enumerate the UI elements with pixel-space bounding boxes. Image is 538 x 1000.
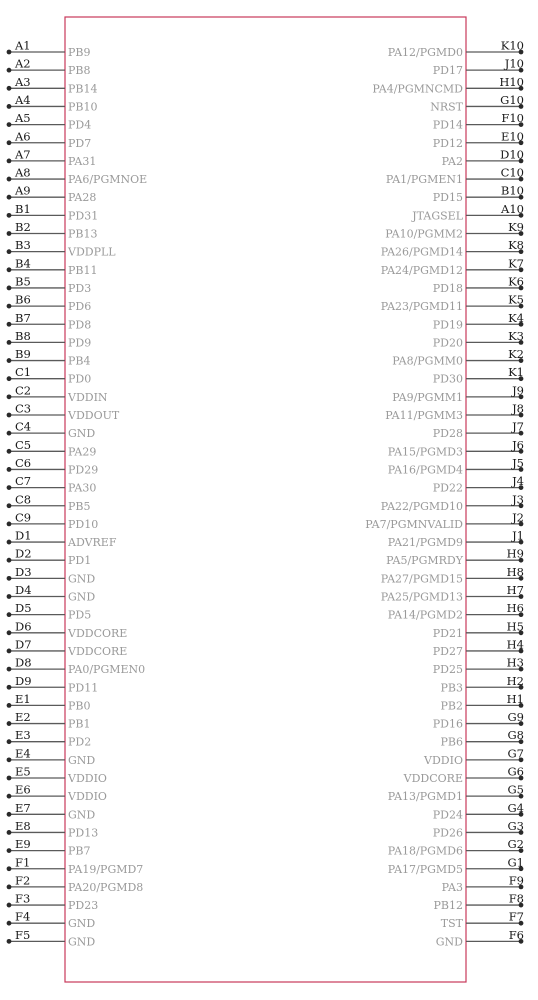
pin-number: H1 [506, 691, 524, 706]
pin-name: PA5/PGMRDY [386, 554, 463, 568]
pin-number: E7 [15, 800, 31, 815]
pin-name: PD27 [432, 644, 463, 658]
pin-endpoint-dot [7, 177, 12, 182]
pin-number: C7 [15, 474, 32, 489]
pin-number: E3 [15, 728, 31, 743]
pin-name: PB14 [68, 82, 98, 96]
pin-endpoint-dot [7, 503, 12, 508]
pin-number: A10 [501, 201, 524, 216]
pin-right-K9 [385, 220, 524, 241]
pin-number: C3 [15, 401, 32, 416]
pin-endpoint-dot [7, 431, 12, 436]
pin-endpoint-dot [7, 522, 12, 527]
pin-number: J8 [512, 401, 524, 416]
pin-number: H8 [506, 564, 524, 579]
pin-number: K10 [500, 38, 524, 53]
pin-name: VDDPLL [68, 245, 116, 259]
pin-number: E10 [500, 129, 524, 144]
pin-number: F5 [15, 927, 31, 942]
pin-endpoint-dot [7, 812, 12, 817]
pin-endpoint-dot [7, 830, 12, 835]
pin-name: VDDIO [68, 790, 107, 804]
pin-number: C5 [15, 437, 32, 452]
pin-name: JTAGSEL [412, 209, 463, 223]
pin-number: D9 [15, 673, 32, 688]
pin-name: ADVREF [68, 536, 117, 550]
pin-name: PD28 [432, 427, 463, 441]
pin-endpoint-dot [7, 358, 12, 363]
pin-endpoint-dot [7, 322, 12, 327]
pin-name: PA3 [441, 880, 463, 894]
pin-name: VDDIO [424, 753, 463, 767]
pin-right-K7 [381, 256, 524, 277]
pin-number: J1 [512, 528, 524, 543]
pin-number: H6 [506, 601, 524, 616]
pin-name: PA20/PGMD8 [68, 880, 144, 894]
pin-name: PA28 [68, 191, 97, 205]
pin-number: H5 [506, 619, 524, 634]
pin-endpoint-dot [7, 413, 12, 418]
pin-number: C6 [15, 455, 32, 470]
pin-right-H9 [386, 547, 524, 568]
pin-endpoint-dot [7, 231, 12, 236]
pin-number: C2 [15, 383, 32, 398]
pin-endpoint-dot [7, 885, 12, 890]
pin-name: PA9/PGMM1 [392, 390, 463, 404]
pin-right-J7 [433, 420, 524, 441]
pin-name: PD23 [68, 899, 99, 913]
pin-name: PB4 [68, 354, 91, 368]
pin-endpoint-dot [7, 540, 12, 545]
pin-name: PD21 [432, 626, 463, 640]
pin-name: PA14/PGMD2 [387, 608, 463, 622]
pin-name: PD20 [432, 336, 463, 350]
pin-name: VDDIO [68, 772, 107, 785]
pin-number: F7 [508, 909, 524, 924]
pin-number: A7 [15, 147, 31, 162]
pin-endpoint-dot [7, 340, 12, 345]
pin-number: D7 [15, 637, 32, 652]
pin-name: PA26/PGMD14 [380, 245, 463, 259]
pin-endpoint-dot [7, 286, 12, 291]
pin-number: D3 [15, 564, 32, 579]
pin-number: D8 [15, 655, 32, 670]
pin-right-J1 [388, 529, 524, 550]
pin-number: E1 [15, 691, 31, 706]
pin-number: J2 [512, 510, 524, 525]
pin-name: PD24 [432, 808, 463, 822]
pin-name: GND [68, 572, 96, 586]
pin-name: PA29 [68, 445, 97, 459]
pin-number: B4 [15, 256, 31, 271]
pin-number: K3 [508, 328, 524, 343]
pin-number: J6 [512, 437, 524, 452]
pin-number: C8 [15, 492, 32, 507]
pin-number: E2 [15, 710, 31, 725]
pin-number: B6 [15, 292, 31, 307]
pin-endpoint-dot [7, 939, 12, 944]
pin-name: PA18/PGMD6 [387, 844, 463, 858]
pin-number: F4 [15, 909, 31, 924]
pin-endpoint-dot [7, 794, 12, 799]
pin-name: PD22 [432, 481, 463, 495]
pin-number: F9 [508, 873, 524, 888]
pin-name: PD17 [432, 64, 463, 78]
pin-endpoint-dot [7, 685, 12, 690]
pin-name: PD13 [68, 826, 99, 840]
pin-number: G6 [507, 764, 524, 779]
pin-endpoint-dot [7, 122, 12, 127]
pin-name: PA1/PGMEN1 [385, 173, 463, 187]
pin-name: PA31 [68, 154, 97, 168]
pin-right-J6 [388, 438, 524, 459]
pin-endpoint-dot [7, 485, 12, 490]
pin-name: PB5 [68, 499, 91, 513]
pin-endpoint-dot [7, 739, 12, 744]
pin-right-H8 [381, 565, 524, 586]
pin-number: E8 [15, 818, 31, 833]
pin-number: J3 [512, 492, 524, 507]
pin-endpoint-dot [7, 903, 12, 908]
pin-endpoint-dot [7, 195, 12, 200]
pin-number: H10 [499, 74, 524, 89]
pin-right-J5 [388, 456, 524, 477]
pin-number: A2 [15, 56, 31, 71]
pin-name: PD12 [432, 136, 463, 150]
pin-name: PD16 [432, 717, 463, 731]
pin-name: GND [68, 808, 96, 822]
pin-name: PD14 [432, 118, 463, 132]
pin-number: B8 [15, 328, 31, 343]
pin-name: PA16/PGMD4 [387, 463, 463, 477]
pin-name: PD18 [432, 281, 463, 295]
pin-number: F1 [15, 855, 31, 870]
pin-name: PA13/PGMD1 [387, 790, 463, 804]
pin-name: VDDIN [68, 390, 108, 404]
pin-number: D2 [15, 546, 32, 561]
pin-number: A1 [15, 38, 31, 53]
pin-number: J5 [512, 455, 524, 470]
pin-number: A8 [15, 165, 31, 180]
pin-endpoint-dot [7, 50, 12, 55]
pin-number: C1 [15, 365, 32, 380]
left-pin-group [7, 39, 148, 949]
pin-name: PD25 [432, 663, 463, 677]
pin-endpoint-dot [7, 558, 12, 563]
pin-number: E5 [15, 764, 31, 779]
pin-number: C10 [500, 165, 524, 180]
pin-number: E9 [15, 837, 31, 852]
pin-number: J9 [512, 383, 524, 398]
pin-number: K9 [508, 220, 524, 234]
pin-name: PB10 [68, 100, 98, 114]
pin-number: D6 [15, 619, 32, 634]
pin-number: H7 [506, 583, 524, 597]
pin-name: PD10 [68, 517, 99, 531]
pin-number: K8 [508, 238, 524, 253]
pin-number: A3 [15, 74, 31, 89]
pin-name: PA10/PGMM2 [385, 227, 463, 241]
pin-name: PA21/PGMD9 [387, 536, 463, 550]
pin-name: PD1 [68, 554, 92, 568]
pin-number: D5 [15, 601, 32, 616]
pin-name: VDDCORE [68, 626, 128, 640]
pin-endpoint-dot [7, 649, 12, 654]
pin-name: PD9 [68, 336, 92, 350]
pin-number: B5 [15, 274, 31, 289]
pin-name: PD29 [68, 463, 99, 477]
pin-right-F6 [436, 928, 524, 949]
pin-number: K5 [508, 292, 524, 307]
pin-endpoint-dot [7, 68, 12, 73]
pin-endpoint-dot [7, 612, 12, 617]
pin-endpoint-dot [7, 776, 12, 781]
pin-name: PD31 [68, 209, 99, 223]
pin-endpoint-dot [7, 304, 12, 309]
pin-name: GND [68, 590, 96, 604]
pin-number: H2 [506, 673, 524, 688]
pin-right-K5 [381, 293, 524, 314]
pin-number: G2 [507, 837, 524, 852]
pin-number: F2 [15, 873, 31, 888]
pin-name: PB13 [68, 227, 98, 241]
pin-right-K8 [381, 238, 524, 259]
pin-name: GND [68, 427, 96, 441]
pin-name: PD26 [432, 826, 463, 840]
pin-left-F5 [7, 928, 96, 949]
pin-number: J7 [512, 419, 524, 434]
pin-name: PB12 [433, 899, 463, 913]
pin-endpoint-dot [7, 376, 12, 381]
pin-number: K4 [508, 310, 524, 325]
pin-right-H6 [388, 601, 524, 622]
pin-name: TST [440, 917, 463, 931]
pin-name: PB9 [68, 46, 91, 59]
pin-number: G8 [507, 728, 524, 743]
pin-number: A6 [15, 129, 31, 144]
pin-right-G1 [388, 855, 524, 876]
pin-right-G6 [403, 765, 524, 786]
pin-number: G4 [507, 800, 524, 815]
pin-number: E4 [15, 746, 31, 761]
pin-number: G9 [507, 710, 524, 725]
pin-name: PD2 [68, 735, 92, 749]
pin-name: GND [435, 935, 463, 949]
pin-number: G5 [507, 782, 524, 797]
pin-number: A9 [15, 183, 31, 198]
pin-right-J3 [381, 492, 524, 513]
pin-name: PB1 [68, 717, 91, 731]
pin-endpoint-dot [7, 104, 12, 109]
pin-name: GND [68, 753, 96, 767]
pin-endpoint-dot [7, 449, 12, 454]
pin-number: D4 [15, 583, 32, 597]
pin-number: E6 [15, 782, 31, 797]
pin-name: PB0 [68, 699, 91, 713]
pin-endpoint-dot [7, 866, 12, 871]
pin-endpoint-dot [7, 594, 12, 599]
pin-name: PD19 [432, 318, 463, 332]
pin-name: PB2 [440, 699, 463, 713]
pin-name: PD0 [68, 372, 92, 386]
pin-number: K2 [508, 347, 524, 362]
pin-right-A10 [411, 202, 524, 223]
pin-name: PA22/PGMD10 [380, 499, 463, 513]
pin-number: F10 [501, 111, 524, 126]
pin-name: VDDCORE [403, 772, 463, 785]
pin-number: B7 [15, 310, 31, 325]
pin-name: PA12/PGMD0 [387, 46, 463, 59]
pin-endpoint-dot [7, 848, 12, 853]
pin-name: PA11/PGMM3 [385, 409, 463, 422]
pin-endpoint-dot [7, 213, 12, 218]
pin-endpoint-dot [7, 467, 12, 472]
pin-name: PA23/PGMD11 [380, 300, 463, 314]
pin-number: G7 [507, 746, 524, 761]
pin-number: C4 [15, 419, 32, 434]
pin-number: D10 [500, 147, 524, 162]
pin-endpoint-dot [7, 86, 12, 91]
pin-name: PB8 [68, 64, 91, 78]
pin-name: PB7 [68, 844, 91, 858]
pin-name: PA6/PGMNOE [68, 173, 148, 187]
pin-name: PD5 [68, 608, 92, 622]
pin-number: K6 [508, 274, 524, 289]
pin-number: D1 [15, 528, 32, 543]
pin-endpoint-dot [7, 630, 12, 635]
pin-name: PA8/PGMM0 [392, 354, 463, 368]
pin-number: A5 [15, 111, 31, 126]
pin-name: PD15 [432, 191, 463, 205]
pin-number: H9 [506, 546, 524, 561]
pin-name: PA15/PGMD3 [387, 445, 463, 459]
pin-name: PD7 [68, 136, 92, 150]
pin-name: PD4 [68, 118, 92, 132]
pin-number: K1 [508, 365, 524, 380]
pin-number: H3 [506, 655, 524, 670]
pin-name: PB11 [68, 263, 98, 277]
pin-right-K2 [392, 347, 524, 368]
pin-endpoint-dot [7, 667, 12, 672]
pin-number: J4 [512, 474, 524, 489]
pin-name: PA17/PGMD5 [387, 862, 463, 876]
pin-name: PD8 [68, 318, 92, 332]
pin-endpoint-dot [7, 159, 12, 164]
pin-right-J2 [365, 510, 524, 531]
pin-number: G10 [500, 92, 524, 107]
pin-name: PA24/PGMD12 [380, 263, 463, 277]
pin-right-K1 [433, 365, 524, 386]
pin-endpoint-dot [7, 757, 12, 762]
pin-number: C9 [15, 510, 32, 525]
pin-name: PB3 [440, 681, 463, 695]
pin-name: PD11 [68, 681, 99, 695]
pin-number: B1 [15, 201, 31, 216]
pin-name: PD3 [68, 281, 92, 295]
pin-endpoint-dot [7, 140, 12, 145]
pin-endpoint-dot [7, 703, 12, 708]
pin-number: A4 [15, 92, 31, 107]
pin-right-K10 [388, 39, 524, 60]
pin-number: F3 [15, 891, 31, 906]
pin-name: VDDOUT [68, 409, 120, 422]
pin-name: NRST [430, 100, 463, 114]
pin-name: PD6 [68, 300, 92, 314]
pin-right-J9 [392, 383, 524, 404]
pin-number: B9 [15, 347, 31, 362]
pin-endpoint-dot [7, 721, 12, 726]
pin-name: PA0/PGMEN0 [68, 663, 146, 677]
pin-name: PA25/PGMD13 [380, 590, 463, 604]
pin-right-J8 [385, 402, 524, 423]
pin-name: GND [68, 917, 96, 931]
pin-number: H4 [506, 637, 524, 652]
pin-endpoint-dot [7, 249, 12, 254]
pin-name: PB6 [440, 735, 463, 749]
pin-number: G3 [507, 818, 524, 833]
pin-name: PD30 [432, 372, 463, 386]
pin-endpoint-dot [7, 394, 12, 399]
pin-name: PA2 [441, 154, 463, 168]
pin-name: PA30 [68, 481, 97, 495]
pin-number: B2 [15, 220, 31, 234]
pin-right-J4 [433, 474, 524, 495]
pin-right-H7 [381, 583, 524, 604]
pin-right-G2 [388, 837, 524, 858]
pin-endpoint-dot [7, 267, 12, 272]
pin-number: F6 [508, 927, 524, 942]
pin-name: VDDCORE [68, 644, 128, 658]
pin-number: B10 [500, 183, 524, 198]
pin-name: PA7/PGMNVALID [365, 517, 463, 531]
pin-number: K7 [508, 256, 524, 271]
pin-name: PA4/PGMNCMD [372, 82, 463, 96]
pin-number: J10 [504, 56, 524, 71]
pin-name: GND [68, 935, 96, 949]
pin-endpoint-dot [7, 576, 12, 581]
pin-name: PA27/PGMD15 [380, 572, 463, 586]
pin-right-G5 [388, 783, 524, 804]
pin-endpoint-dot [7, 921, 12, 926]
pin-name: PA19/PGMD7 [68, 862, 144, 876]
pin-number: G1 [507, 855, 524, 870]
pin-number: F8 [508, 891, 524, 906]
pin-number: B3 [15, 238, 31, 253]
right-pin-group [365, 39, 524, 949]
